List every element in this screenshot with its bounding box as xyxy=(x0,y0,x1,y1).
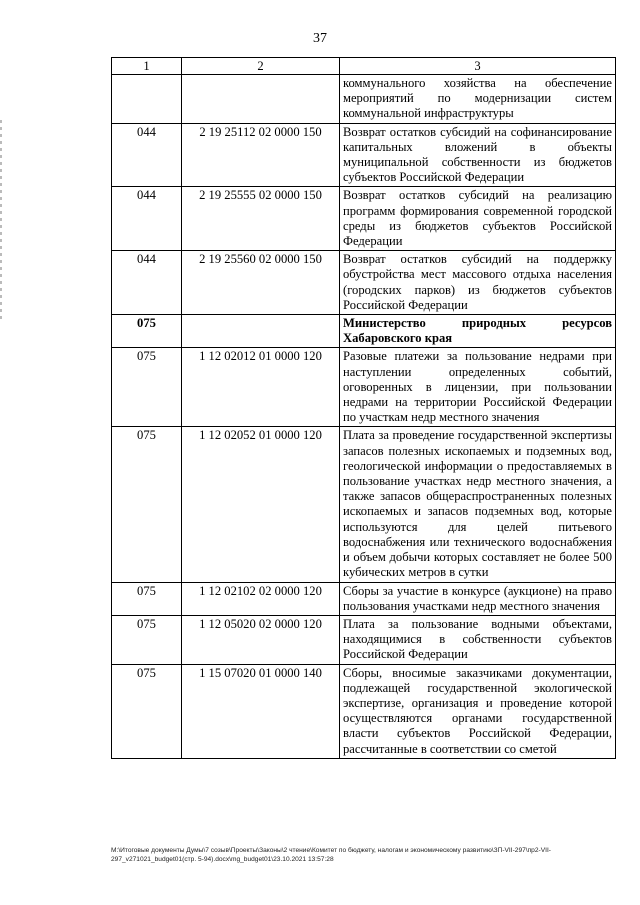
footer-line-1: M:\Итоговые документы Думы\7 созыв\Проекты\Законы\2 чтение\Комитет по бюджету, налогам и экономическому развитию\ЗП-VII-297\пр2-VII- xyxy=(111,847,551,854)
footer-line-2: 297_v271021_budget01(стр. 5-94).docx\mg_budget01\23.10.2021 13:57:28 xyxy=(111,856,334,863)
revenue-name-cell: Министерство природных ресурсов Хабаровского края xyxy=(340,315,616,348)
admin-code-cell: 075 xyxy=(112,664,182,758)
revenue-name-cell: Плата за пользование водными объектами, находящимися в собственности субъектов Российской Федерации xyxy=(340,615,616,664)
table-row xyxy=(112,348,616,427)
admin-code-cell: 075 xyxy=(112,427,182,582)
admin-code-cell: 044 xyxy=(112,251,182,315)
admin-code-cell: 075 xyxy=(112,348,182,427)
revenue-codes-table xyxy=(111,57,616,759)
admin-code-cell: 075 xyxy=(112,315,182,348)
admin-code-cell: 044 xyxy=(112,187,182,251)
table-row xyxy=(112,664,616,758)
page-number: 37 xyxy=(313,31,327,46)
table-row xyxy=(112,427,616,582)
table-header-row xyxy=(112,58,616,75)
revenue-code-cell: 1 15 07020 01 0000 140 xyxy=(182,664,340,758)
table-row xyxy=(112,582,616,615)
revenue-name-cell: Сборы за участие в конкурсе (аукционе) на право пользования участками недр местного значения xyxy=(340,582,616,615)
revenue-code-cell: 2 19 25112 02 0000 150 xyxy=(182,123,340,187)
table-row xyxy=(112,187,616,251)
continuation-text: коммунального хозяйства на обеспечение мероприятий по модернизации систем коммунальной инфраструктуры xyxy=(340,75,616,124)
revenue-code-cell: 1 12 05020 02 0000 120 xyxy=(182,615,340,664)
revenue-code-cell: 2 19 25560 02 0000 150 xyxy=(182,251,340,315)
table-row xyxy=(112,123,616,187)
column-header-2: 2 xyxy=(182,58,340,75)
revenue-code-cell xyxy=(182,315,340,348)
revenue-name-cell: Разовые платежи за пользование недрами при наступлении определенных событий, оговоренных в лицензии, при пользовании недрами на территории Российской Федерации по участкам недр местного значения xyxy=(340,348,616,427)
continuation-row xyxy=(112,75,616,124)
column-header-1: 1 xyxy=(112,58,182,75)
revenue-name-cell: Возврат остатков субсидий на софинансирование капитальных вложений в объекты муниципальной собственности из бюджетов субъектов Российской Федерации xyxy=(340,123,616,187)
file-path-footer xyxy=(111,846,621,864)
revenue-code-cell: 2 19 25555 02 0000 150 xyxy=(182,187,340,251)
revenue-name-cell: Плата за проведение государственной экспертизы запасов полезных ископаемых и подземных вод, геологической информации о предоставляемых в пользование участках недр местного значения, а также запасов общераспространенных полезных ископаемых и запасов подземных вод, которые используются для целей питьевого водоснабжения или технического водоснабжения и объем добычи которых составляет не более 500 кубических метров в сутки xyxy=(340,427,616,582)
admin-code-cell: 044 xyxy=(112,123,182,187)
revenue-name-cell: Возврат остатков субсидий на реализацию программ формирования современной городской среды из бюджетов субъектов Российской Федерации xyxy=(340,187,616,251)
admin-code-cell: 075 xyxy=(112,582,182,615)
revenue-code-cell: 1 12 02052 01 0000 120 xyxy=(182,427,340,582)
revenue-code-cell: 1 12 02102 02 0000 120 xyxy=(182,582,340,615)
revenue-name-cell: Возврат остатков субсидий на поддержку обустройства мест массового отдыха населения (городских парков) из бюджетов субъектов Российской Федерации xyxy=(340,251,616,315)
revenue-name-cell: Сборы, вносимые заказчиками документации, подлежащей государственной экологической экспертизе, организация и проведение которой осуществляются органами государственной власти субъектов Российской Федерации, рассчитанные в соответствии со сметой xyxy=(340,664,616,758)
scan-edge-mark xyxy=(0,120,2,320)
table-row xyxy=(112,315,616,348)
column-header-3: 3 xyxy=(340,58,616,75)
table-row xyxy=(112,615,616,664)
revenue-code-cell: 1 12 02012 01 0000 120 xyxy=(182,348,340,427)
table-row xyxy=(112,251,616,315)
admin-code-cell: 075 xyxy=(112,615,182,664)
